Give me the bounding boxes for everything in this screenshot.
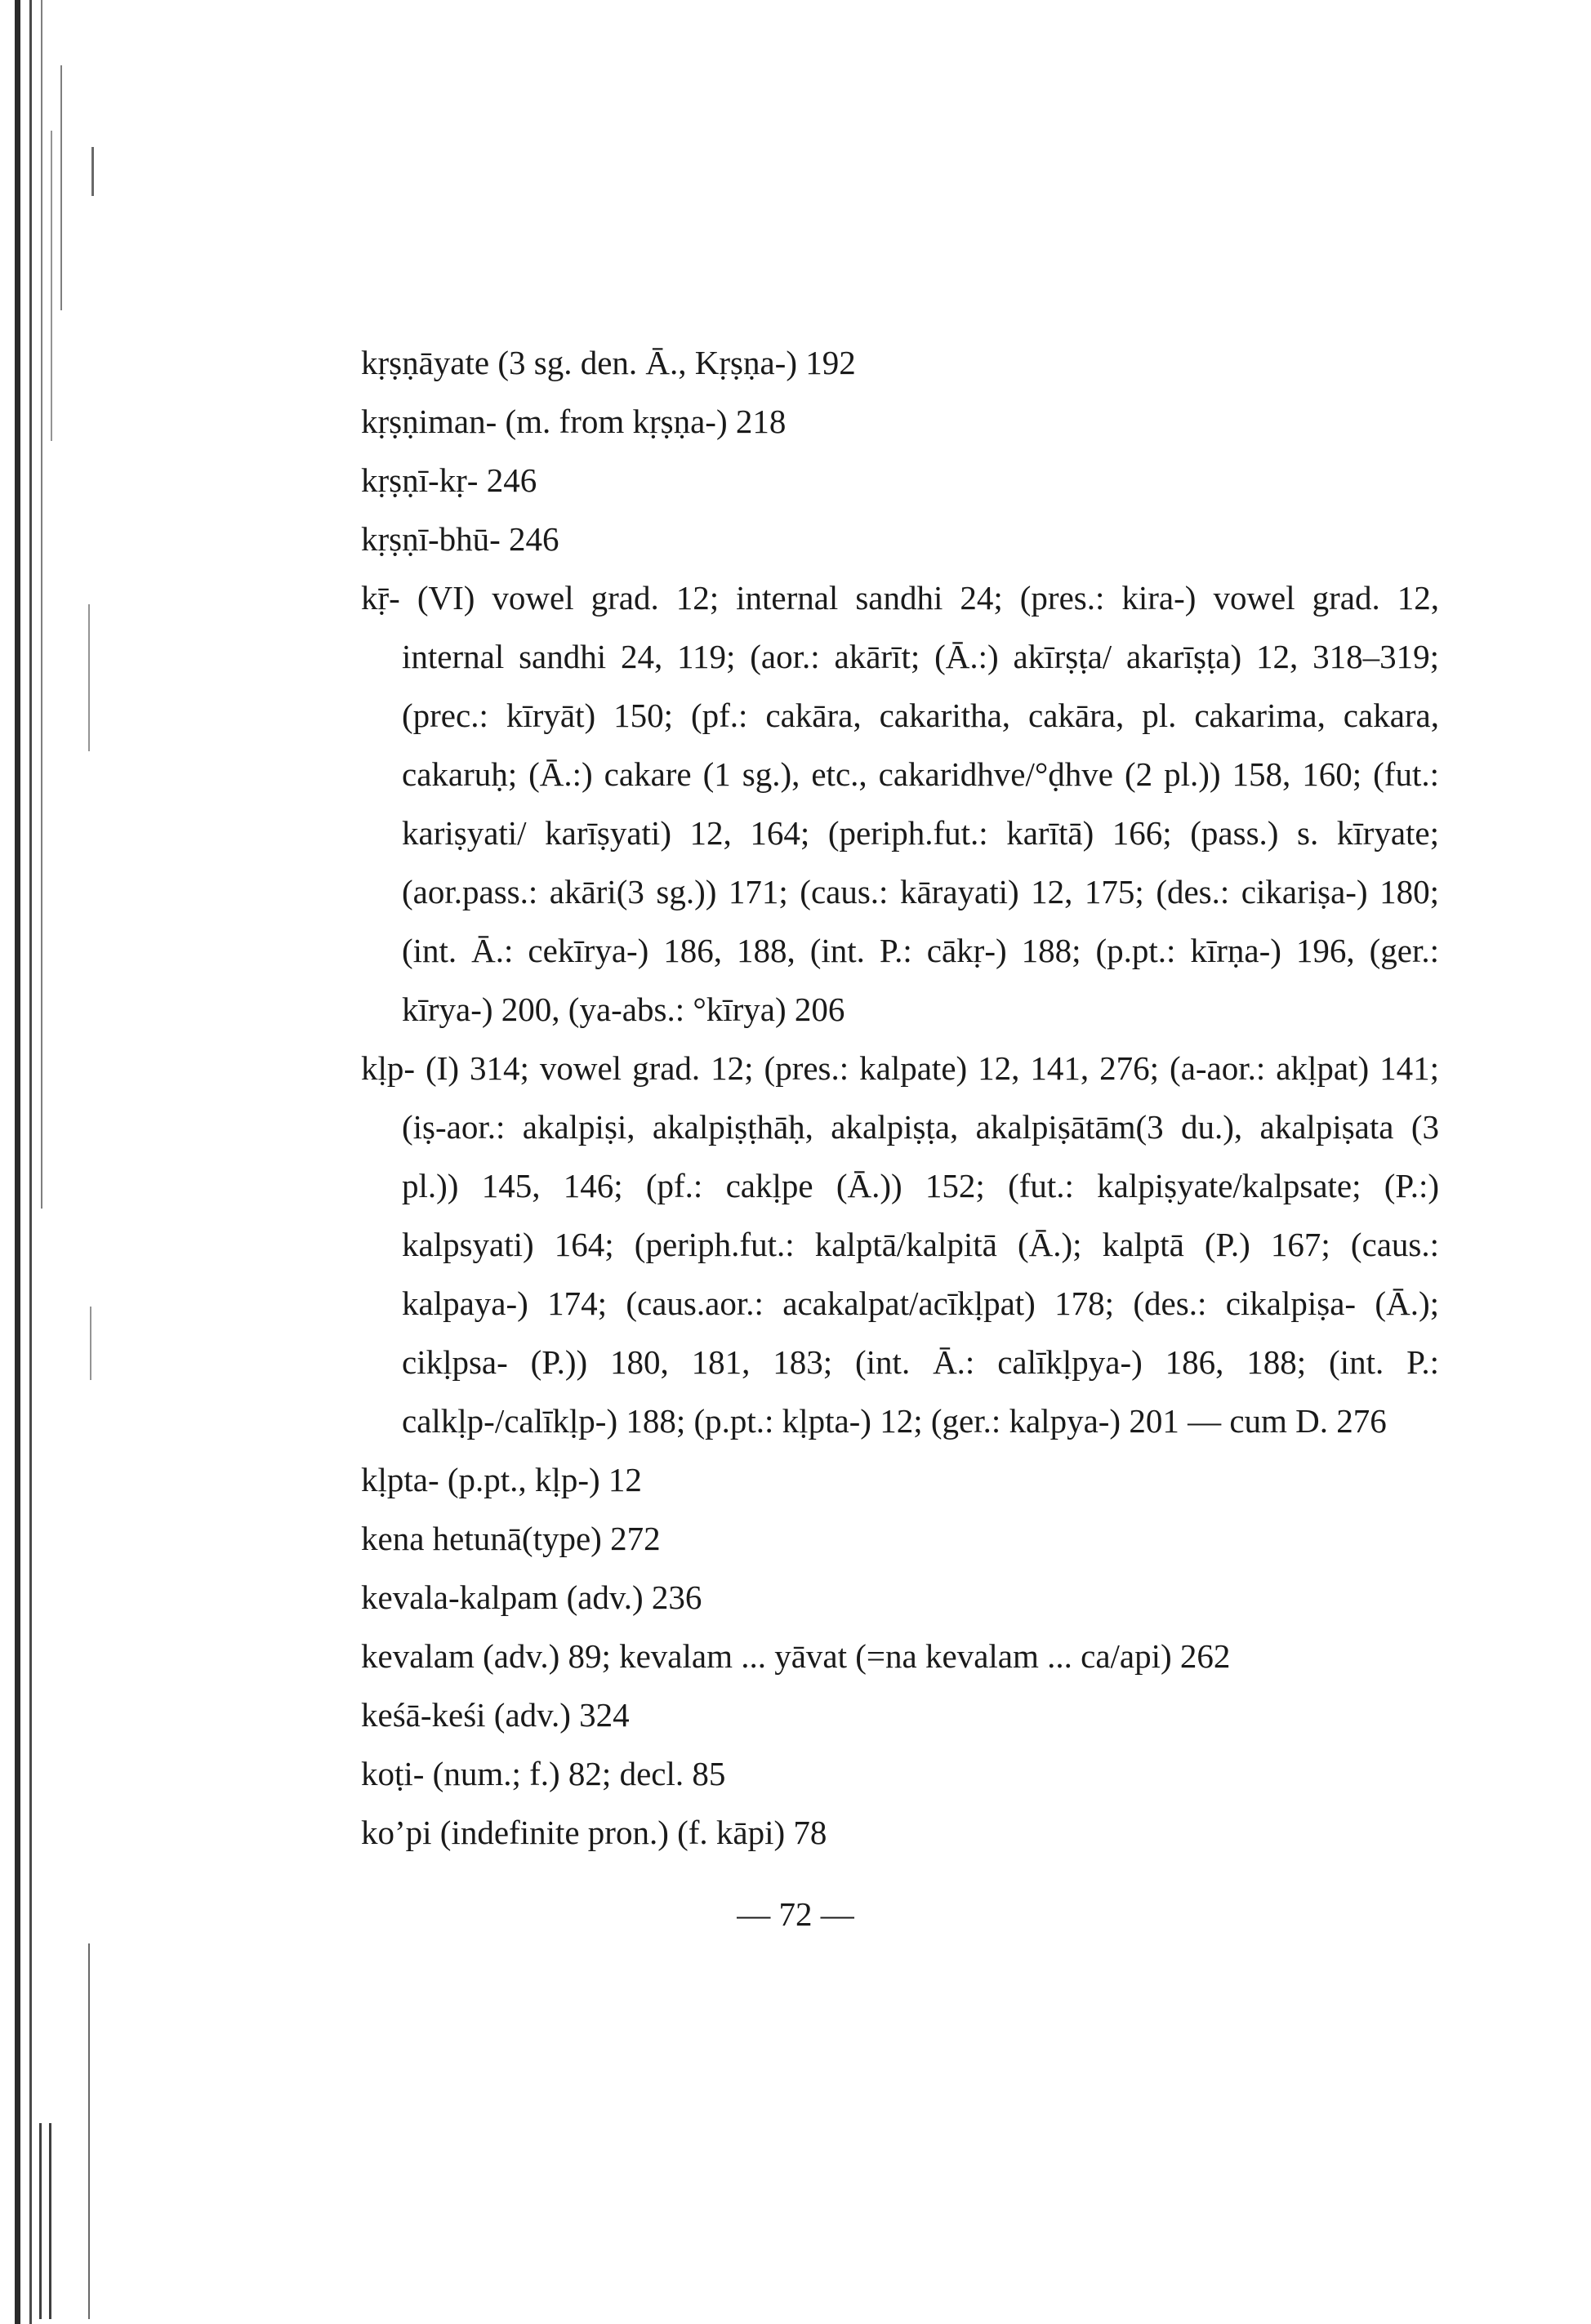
index-entry: kṛṣṇiman- (m. from kṛṣṇa-) 218 <box>361 403 787 440</box>
index-entry: kevala-kalpam (adv.) 236 <box>361 1578 702 1616</box>
scan-edge-artifacts <box>0 0 114 2324</box>
index-entry: ko’pi (indefinite pron.) (f. kāpi) 78 <box>361 1814 827 1851</box>
index-entry: koṭi- (num.; f.) 82; decl. 85 <box>361 1755 726 1792</box>
index-entry: kṛṣṇī-bhū- 246 <box>361 520 559 558</box>
index-entry: kḷpta- (p.pt., kḷp-) 12 <box>361 1461 642 1498</box>
index-entry: kena hetunā(type) 272 <box>361 1520 661 1557</box>
index-entry: kṛṣṇāyate (3 sg. den. Ā., Kṛṣṇa-) 192 <box>361 344 856 381</box>
index-entry: kṛṣṇī-kṛ- 246 <box>361 461 537 499</box>
page-number: — 72 — <box>737 1895 854 1933</box>
index-entry: kṝ- (VI) vowel grad. 12; internal sandhi 24; (pres.: kira-) vowel grad. 12, internal sandhi 24, 119; (aor.: akārīt; (Ā.:) akīrṣṭa/ akarīṣṭa) 12, 318–319; (prec.: kīryāt) 150; (pf.: cakāra, cakaritha, cakāra, pl. cakarima, cakara, cakaruḥ; (Ā.:) cakare (1 sg.), etc., cakaridhve/°ḍhve (2 pl.)) 158, 160; (fut.: kariṣyati/ karīṣyati) 12, 164; (periph.fut.: karītā) 166; (pass.) s. kīryate; (aor.pass.: akāri(3 sg.)) 171; (caus.: kārayati) 12, 175; (des.: cikariṣa-) 180; (int. Ā.: cekīrya-) 186, 188, (int. P.: cākṛ-) 188; (p.pt.: kīrṇa-) 196, (ger.: kīrya-) 200, (ya-abs.: °kīrya) 206 <box>361 579 1439 1028</box>
index-entry: kḷp- (I) 314; vowel grad. 12; (pres.: kalpate) 12, 141, 276; (a-aor.: akḷpat) 141; (iṣ-aor.: akalpiṣi, akalpiṣṭhāḥ, akalpiṣṭa, akalpiṣātām(3 du.), akalpiṣata (3 pl.)) 145, 146; (pf.: cakḷpe (Ā.)) 152; (fut.: kalpiṣyate/kalpsate; (P.:) kalpsyati) 164; (periph.fut.: kalptā/kalpitā (Ā.); kalptā (P.) 167; (caus.: kalpaya-) 174; (caus.aor.: acakalpat/acīkḷpat) 178; (des.: cikalpiṣa- (Ā.); cikḷpsa- (P.)) 180, 181, 183; (int. Ā.: calīkḷpya-) 186, 188; (int. P.: calkḷp-/calīkḷp-) 188; (p.pt.: kḷpta-) 12; (ger.: kalpya-) 201 — cum D. 276 <box>361 1049 1439 1440</box>
index-entries <box>361 333 1439 1862</box>
index-entry: keśā-keśi (adv.) 324 <box>361 1696 630 1734</box>
index-entry: kevalam (adv.) 89; kevalam ... yāvat (=na kevalam ... ca/api) 262 <box>361 1637 1231 1675</box>
